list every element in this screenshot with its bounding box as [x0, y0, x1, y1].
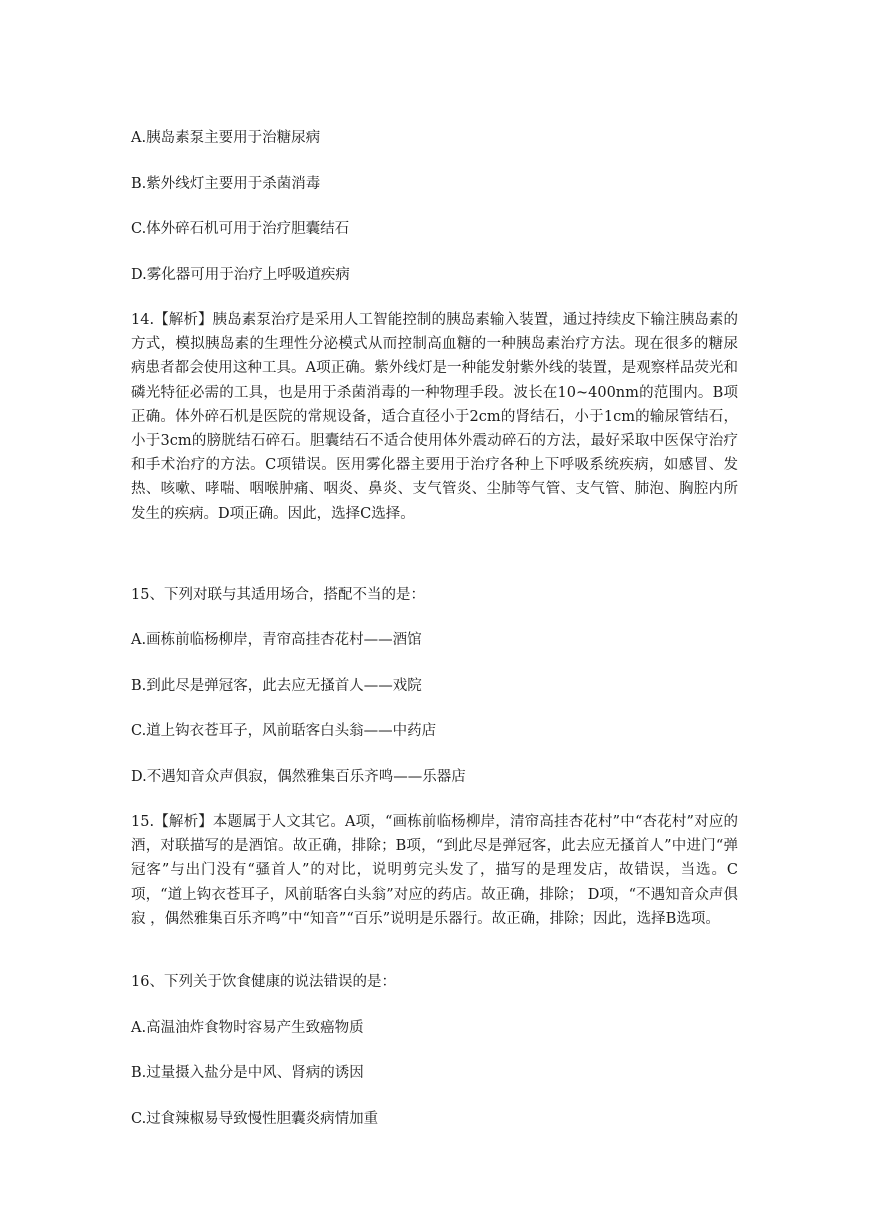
q13-option-d: D.雾化器可用于治疗上呼吸道疾病: [131, 267, 350, 283]
q16-option-c: C.过食辣椒易导致慢性胆囊炎病情加重: [131, 1111, 379, 1127]
q16-option-b: B.过量摄入盐分是中风、肾病的诱因: [131, 1065, 364, 1081]
q15-option-b: B.到此尽是弹冠客，此去应无搔首人——戏院: [131, 678, 422, 694]
q16-option-a: A.高温油炸食物时容易产生致癌物质: [131, 1020, 364, 1036]
analysis-15: 15.【解析】本题属于人文其它。A项，“画栋前临杨柳岸，清帘高挂杏花村”中“杏花村”对应的酒，对联描写的是酒馆。故正确，排除；B项，“到此尽是弹冠客，此去应无搔首人”中进门“弹冠客”与出门没有“骚首人”的对比，说明剪完头发了，描写的是理发店，故错误，当选。C项，“道上钩衣苍耳子，风前聒客白头翁”对应的药店。故正确，排除； D项，“不遇知音众声俱寂 ，偶然雅集百乐齐鸣”中“知音”“百乐”说明是乐器行。故正确，排除；因此，选择B选项。: [131, 814, 738, 927]
q13-option-a: A.胰岛素泵主要用于治糖尿病: [131, 130, 321, 146]
q13-option-b: B.紫外线灯主要用于杀菌消毒: [131, 176, 321, 192]
question-16-stem: 16、下列关于饮食健康的说法错误的是：: [131, 974, 396, 990]
q15-option-d: D.不遇知音众声俱寂，偶然雅集百乐齐鸣——乐器店: [131, 769, 466, 785]
q15-option-a: A.画栋前临杨柳岸，青帘高挂杏花村——酒馆: [131, 632, 422, 648]
q13-option-c: C.体外碎石机可用于治疗胆囊结石: [131, 221, 350, 237]
analysis-14: 14.【解析】胰岛素泵治疗是采用人工智能控制的胰岛素输入装置，通过持续皮下输注胰岛素的方式，模拟胰岛素的生理性分泌模式从而控制高血糖的一种胰岛素治疗方法。现在很多的糖尿病患者都会使用这种工具。A项正确。紫外线灯是一种能发射紫外线的装置，是观察样品荧光和磷光特征必需的工具，也是用于杀菌消毒的一种物理手段。波长在10~400nm的范围内。B项正确。体外碎石机是医院的常规设备，适合直径小于2cm的肾结石，小于1cm的输尿管结石，小于3cm的膀胱结石碎石。胆囊结石不适合使用体外震动碎石的方法，最好采取中医保守治疗和手术治疗的方法。C项错误。医用雾化器主要用于治疗各种上下呼吸系统疾病，如感冒、发热、咳嗽、哮喘、咽喉肿痛、咽炎、鼻炎、支气管炎、尘肺等气管、支气管、肺泡、胸腔内所发生的疾病。D项正确。因此，选择C选择。: [131, 312, 738, 522]
question-15-stem: 15、下列对联与其适用场合，搭配不当的是：: [131, 587, 425, 603]
q15-option-c: C.道上钩衣苍耳子，风前聒客白头翁——中药店: [131, 723, 437, 739]
